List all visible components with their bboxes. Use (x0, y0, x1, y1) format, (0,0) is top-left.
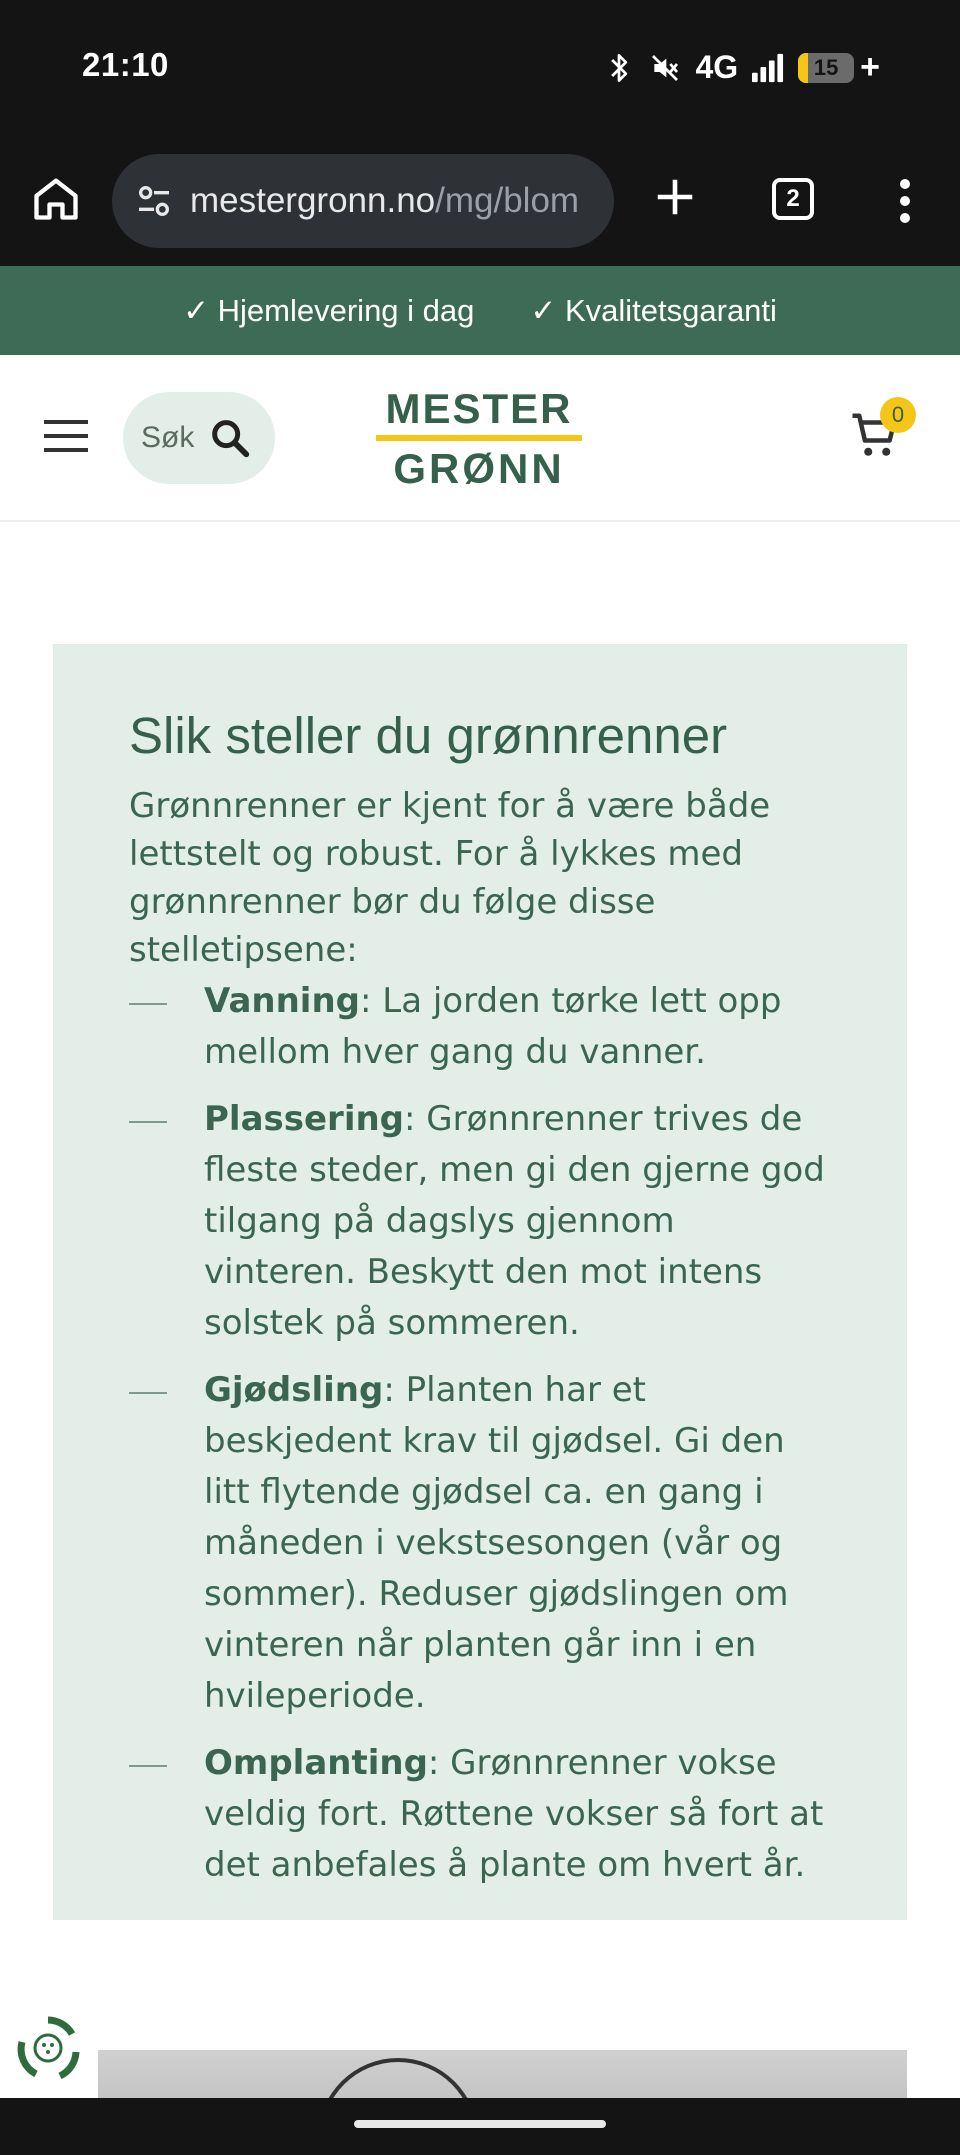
status-bar (0, 0, 960, 140)
tip-text: : Grønnrenner vokse veldig fort. Røttene vokser så fort at det anbefales å plante om hvert år. (204, 1743, 824, 1885)
care-tips-list (129, 976, 831, 1891)
menu-button[interactable] (44, 418, 88, 454)
signal-icon (752, 52, 784, 84)
battery-level: 15 (813, 54, 839, 80)
product-image (98, 2050, 907, 2100)
url-domain: mestergronn.no (190, 181, 436, 220)
more-vertical-icon (890, 176, 920, 226)
home-icon (30, 172, 82, 224)
network-label: 4G (695, 49, 739, 85)
promo-guarantee: ✓ Kvalitetsgaranti (530, 292, 777, 328)
charging-indicator: + (860, 48, 880, 86)
care-title: Slik steller du grønnrenner (129, 707, 728, 764)
search-icon[interactable] (207, 415, 253, 461)
cart-count-badge: 0 (880, 397, 916, 433)
logo-divider (376, 435, 582, 441)
system-nav-bar (0, 2098, 960, 2155)
url-text (190, 181, 579, 221)
site-settings-icon[interactable] (134, 181, 174, 221)
home-button[interactable] (30, 172, 82, 224)
tip-placement (129, 1094, 831, 1349)
tip-text: : Grønnrenner trives de fleste steder, men gi den gjerne god tilgang på dagslys gjennom vinteren. Beskytt den mot intens solstek på sommeren. (204, 1099, 825, 1343)
bluetooth-icon (603, 52, 635, 84)
logo-line2: GRØNN (393, 445, 565, 492)
gesture-handle[interactable] (354, 2120, 606, 2128)
tip-watering (129, 976, 831, 1078)
tip-fertilizing (129, 1365, 831, 1722)
tip-text: : Planten har et beskjedent krav til gjødsel. Gi den litt flytende gjødsel ca. en gang i måneden i vekstsesongen (vår og sommer). Reduser gjødslingen om vinteren når planten går inn i en hvileperiode. (204, 1370, 789, 1716)
recycle-icon (14, 2014, 82, 2082)
tab-switcher-button[interactable]: 2 (772, 178, 814, 220)
tip-label: Plassering (204, 1099, 405, 1139)
url-path: /mg/blom (435, 181, 580, 220)
new-tab-button[interactable] (652, 174, 698, 220)
care-instructions (53, 644, 907, 1920)
search-box[interactable] (123, 392, 275, 484)
hamburger-icon (44, 418, 88, 454)
hanging-pot-image (318, 2058, 478, 2100)
tip-label: Omplanting (204, 1743, 428, 1783)
browser-toolbar (0, 140, 960, 266)
plus-icon (652, 174, 698, 220)
care-intro: Grønnrenner er kjent for å være både lettstelt og robust. For å lykkes med grønnrenner bør du følge disse stelletipsene: (129, 786, 771, 970)
browser-menu-button[interactable] (890, 176, 920, 226)
site-header (0, 355, 960, 522)
promo-banner (0, 266, 960, 355)
tip-repotting (129, 1738, 831, 1891)
status-time: 21:10 (82, 46, 169, 83)
status-icons (603, 48, 880, 87)
mute-icon (649, 52, 681, 84)
recycle-badge[interactable] (14, 2014, 82, 2082)
search-input[interactable] (141, 421, 201, 455)
address-bar[interactable] (112, 154, 614, 248)
tip-text: : La jorden tørke lett opp mellom hver gang du vanner. (204, 981, 782, 1072)
battery-icon (798, 53, 854, 83)
logo-line1: MESTER (385, 385, 573, 432)
site-logo[interactable] (376, 385, 582, 493)
tip-label: Gjødsling (204, 1370, 384, 1410)
promo-delivery: ✓ Hjemlevering i dag (183, 292, 475, 328)
tip-label: Vanning (204, 981, 361, 1021)
